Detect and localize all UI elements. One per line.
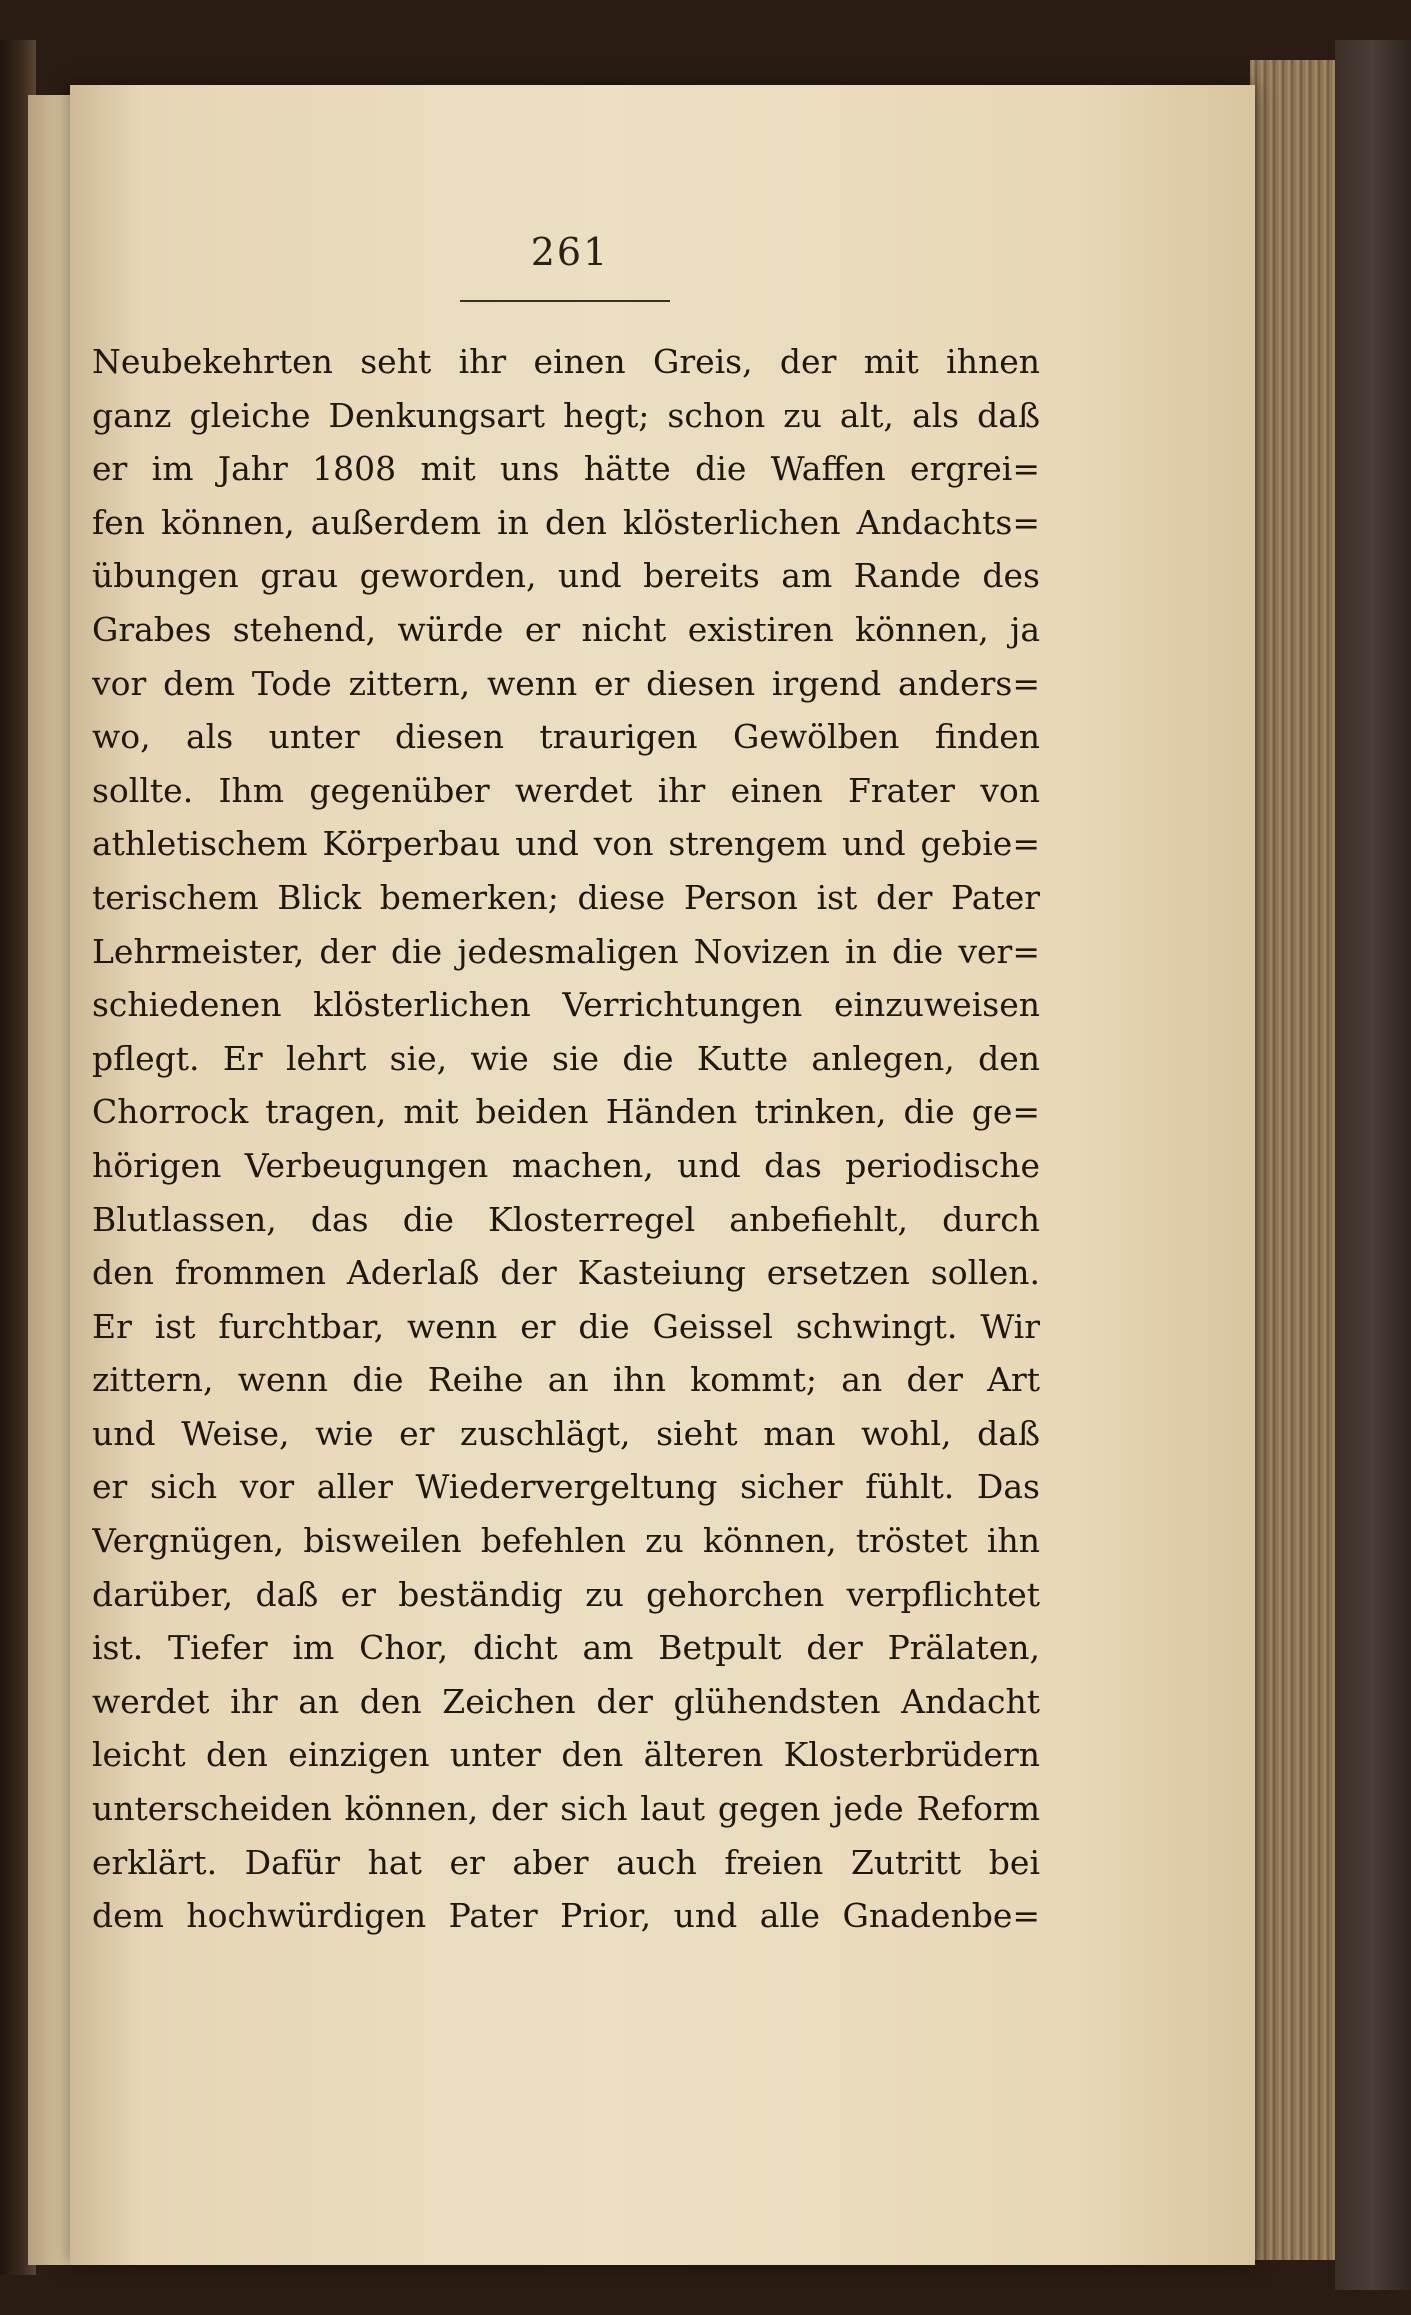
text-line: er im Jahr 1808 mit uns hätte die Waffen ergrei= — [92, 449, 1040, 489]
body-text — [92, 335, 1040, 1943]
text-line: leicht den einzigen unter den älteren Klosterbrüdern — [92, 1735, 1040, 1775]
text-line: hörigen Verbeugungen machen, und das periodische — [92, 1145, 1040, 1185]
header-rule — [460, 300, 670, 302]
text-line: Grabes stehend, würde er nicht existiren können, ja — [92, 609, 1040, 649]
text-line: schiedenen klösterlichen Verrichtungen einzuweisen — [92, 985, 1040, 1025]
text-line: ganz gleiche Denkungsart hegt; schon zu alt, als daß — [92, 395, 1040, 435]
text-line: und Weise, wie er zuschlägt, sieht man wohl, daß — [92, 1413, 1040, 1453]
text-line: werdet ihr an den Zeichen der glühendsten Andacht — [92, 1681, 1040, 1721]
text-line: pflegt. Er lehrt sie, wie sie die Kutte anlegen, den — [92, 1038, 1040, 1078]
text-line: Chorrock tragen, mit beiden Händen trinken, die ge= — [92, 1092, 1040, 1132]
text-line: athletischem Körperbau und von strengem und gebie= — [92, 824, 1040, 864]
text-line: zittern, wenn die Reihe an ihn kommt; an der Art — [92, 1360, 1040, 1400]
text-line: wo, als unter diesen traurigen Gewölben finden — [92, 717, 1040, 757]
page-number: 261 — [530, 230, 610, 274]
text-line: Vergnügen, bisweilen befehlen zu können, tröstet ihn — [92, 1521, 1040, 1561]
text-line: Lehrmeister, der die jedesmaligen Novizen in die ver= — [92, 931, 1040, 971]
text-line: erklärt. Dafür hat er aber auch freien Zutritt bei — [92, 1842, 1040, 1882]
text-line: fen können, außerdem in den klösterlichen Andachts= — [92, 502, 1040, 542]
text-line: Neubekehrten seht ihr einen Greis, der mit ihnen — [92, 342, 1040, 381]
text-line: Er ist furchtbar, wenn er die Geissel schwingt. Wir — [92, 1306, 1040, 1346]
text-line: vor dem Tode zittern, wenn er diesen irgend anders= — [92, 663, 1040, 703]
book-cover-right — [1335, 40, 1411, 2290]
text-line: Blutlassen, das die Klosterregel anbefiehlt, durch — [92, 1199, 1040, 1239]
text-line: ist. Tiefer im Chor, dicht am Betpult der Prälaten, — [92, 1628, 1040, 1668]
text-line: sollte. Ihm gegenüber werdet ihr einen Frater von — [92, 770, 1040, 810]
text-line: den frommen Aderlaß der Kasteiung ersetzen sollen. — [92, 1253, 1040, 1293]
text-line: dem hochwürdigen Pater Prior, und alle Gnadenbe= — [92, 1896, 1040, 1936]
page-stack-edge — [1250, 60, 1340, 2260]
text-line: darüber, daß er beständig zu gehorchen verpflichtet — [92, 1574, 1040, 1614]
text-line: unterscheiden können, der sich laut gegen jede Reform — [92, 1789, 1040, 1829]
text-line: übungen grau geworden, und bereits am Rande des — [92, 556, 1040, 596]
text-line: er sich vor aller Wiedervergeltung sicher fühlt. Das — [92, 1467, 1040, 1507]
text-line: terischem Blick bemerken; diese Person ist der Pater — [92, 877, 1040, 917]
